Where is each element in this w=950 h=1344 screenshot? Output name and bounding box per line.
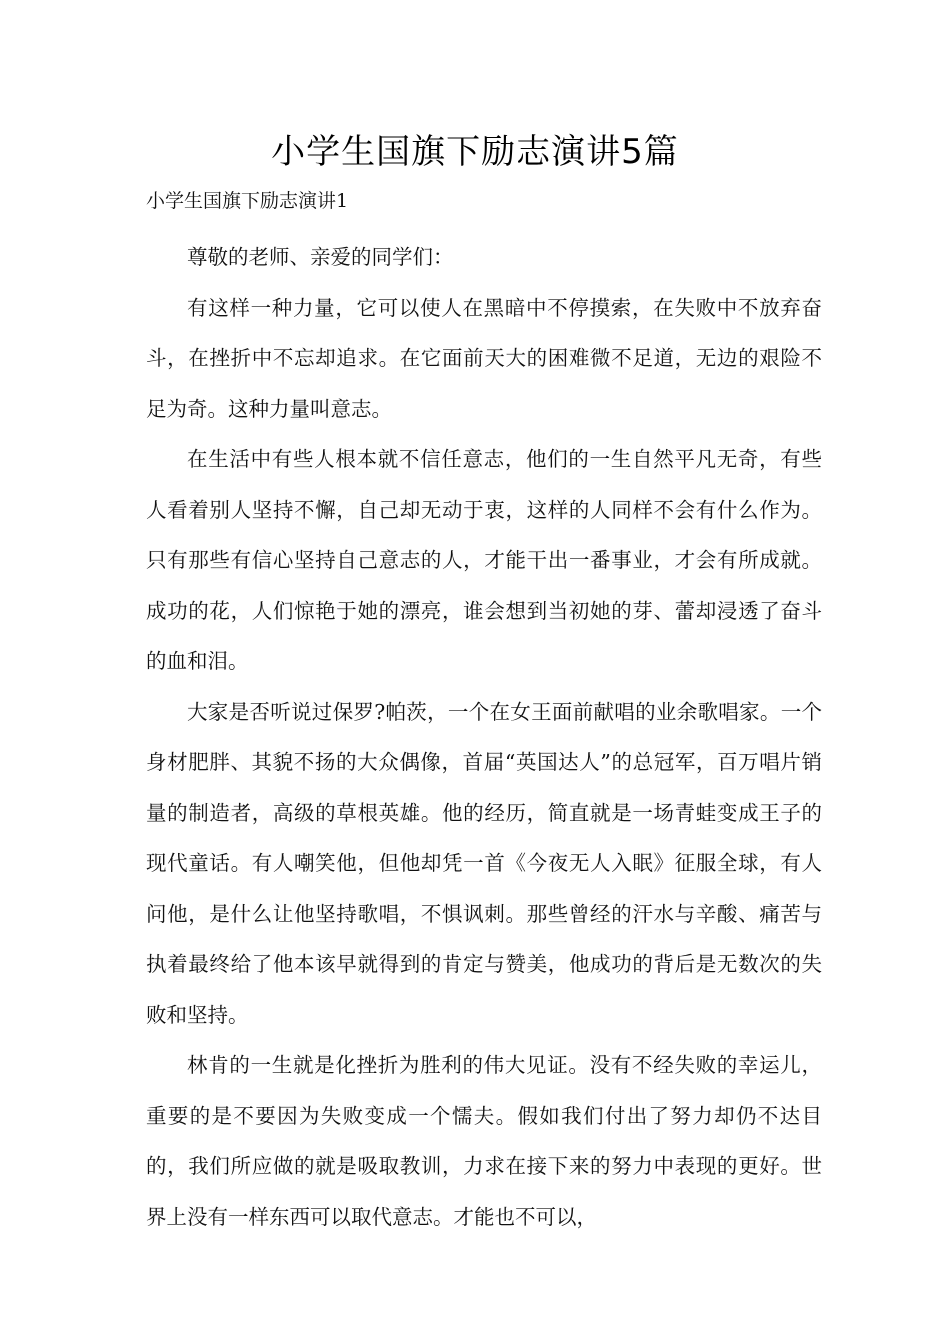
body-paragraph: 在生活中有些人根本就不信任意志，他们的一生自然平凡无奇，有些人看着别人坚持不懈，自己却无动于衷，这样的人同样不会有什么作为。只有那些有信心坚持自己意志的人，才能干出一番事业，才会有所成就。成功的花，人们惊艳于她的漂亮，谁会想到当初她的芽、蕾却浸透了奋斗的血和泪。: [146, 447, 822, 673]
body-paragraph: 大家是否听说过保罗?帕茨，一个在女王面前献唱的业余歌唱家。一个身材肥胖、其貌不扬的大众偶像，首届“英国达人”的总冠军，百万唱片销量的制造者，高级的草根英雄。他的经历，简直就是一场青蛙变成王子的现代童话。有人嘲笑他，但他却凭一首《今夜无人入眠》征服全球，有人问他，是什么让他坚持歌唱，不惧讽刺。那些曾经的汗水与辛酸、痛苦与执着最终给了他本该早就得到的肯定与赞美，他成功的背后是无数次的失败和坚持。: [146, 699, 822, 1027]
salutation-paragraph: 尊敬的老师、亲爱的同学们：: [187, 245, 454, 269]
document-title: 小学生国旗下励志演讲5篇: [271, 132, 679, 172]
section-heading: 小学生国旗下励志演讲1: [146, 190, 349, 212]
body-paragraph: 林肯的一生就是化挫折为胜利的伟大见证。没有不经失败的幸运儿，重要的是不要因为失败变成一个懦夫。假如我们付出了努力却仍不达目的，我们所应做的就是吸取教训，力求在接下来的努力中表现的更好。世界上没有一样东西可以取代意志。才能也不可以，: [146, 1053, 822, 1229]
document-body: [146, 232, 822, 1242]
body-paragraph: 有这样一种力量，它可以使人在黑暗中不停摸索，在失败中不放弃奋斗，在挫折中不忘却追求。在它面前天大的困难微不足道，无边的艰险不足为奇。这种力量叫意志。: [146, 295, 822, 421]
